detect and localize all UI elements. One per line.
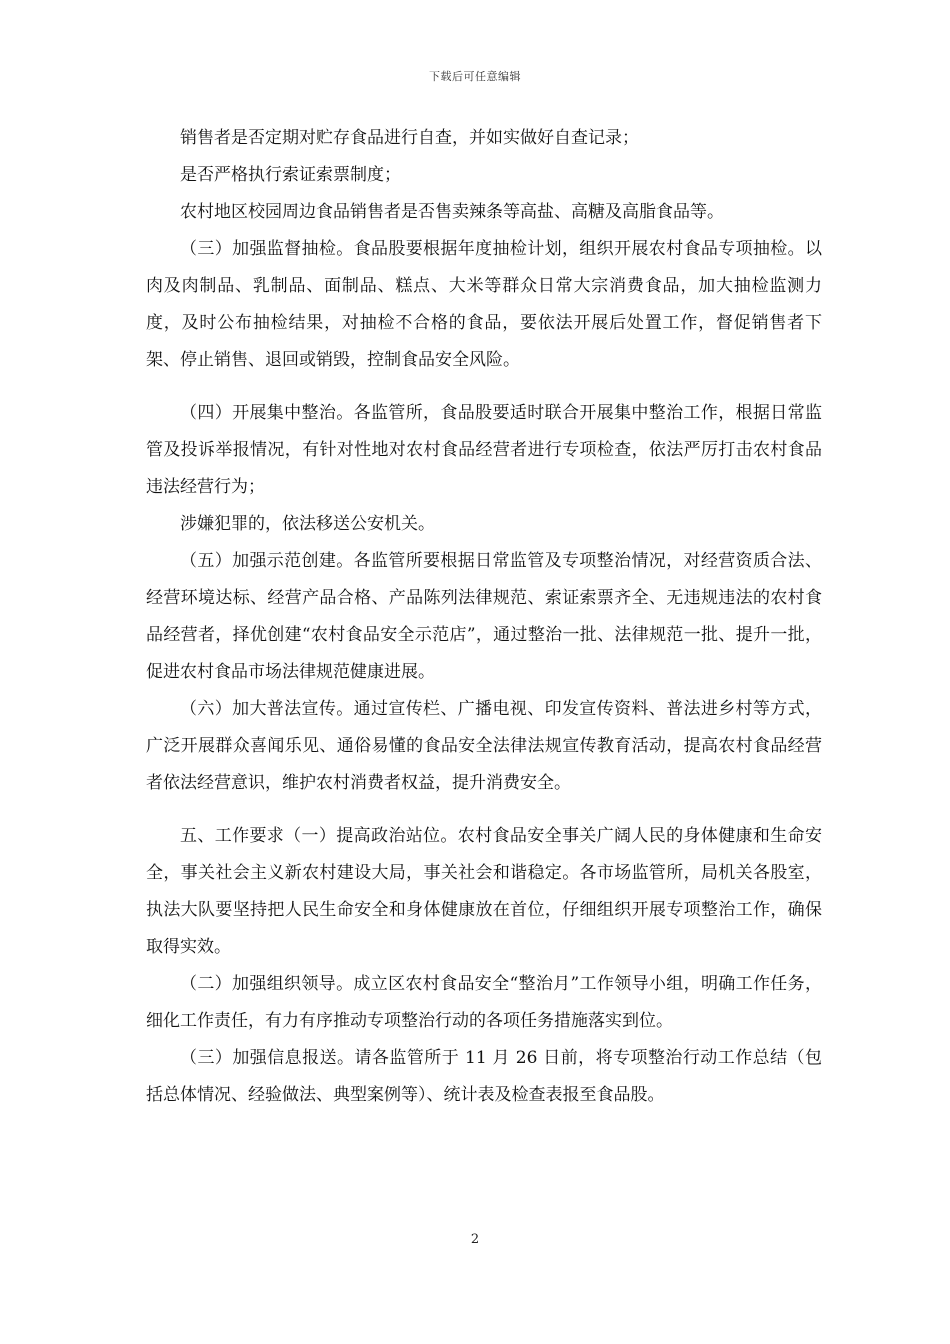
paragraph-demonstration: （五）加强示范创建。各监管所要根据日常监管及专项整治情况，对经营资质合法、经营环境达标、经营产品合格、产品陈列法律规范、索证索票齐全、无违规违法的农村食品经营者，择优创建“农村食品安全示范店”，通过整治一批、法律规范一批、提升一批，促进农村食品市场法律规范健康进展。	[146, 551, 822, 682]
page-header: 下载后可任意编辑	[429, 70, 521, 83]
paragraph-self-check: 销售者是否定期对贮存食品进行自查，并如实做好自查记录；	[180, 128, 639, 148]
paragraph-centralized-rectification: （四）开展集中整治。各监管所，食品股要适时联合开展集中整治工作，根据日常监管及投诉举报情况，有针对性地对农村食品经营者进行专项检查，依法严厉打击农村食品违法经营行为；	[146, 403, 822, 497]
paragraph-information-reporting: （三）加强信息报送。请各监管所于 11 月 26 日前，将专项整治行动工作总结（包括总体情况、经验做法、典型案例等）、统计表及检查表报至食品股。	[146, 1048, 822, 1105]
paragraph-criminal-transfer: 涉嫌犯罪的，依法移送公安机关。	[180, 514, 435, 534]
paragraph-certificate-system: 是否严格执行索证索票制度；	[180, 165, 401, 185]
paragraph-legal-publicity: （六）加大普法宣传。通过宣传栏、广播电视、印发宣传资料、普法进乡村等方式，广泛开展群众喜闻乐见、通俗易懂的食品安全法律法规宣传教育活动，提高农村食品经营者依法经营意识，维护农村消费者权益，提升消费安全。	[146, 699, 822, 793]
page-number: 2	[470, 1232, 480, 1247]
document-body	[146, 120, 822, 1114]
paragraph-campus-food: 农村地区校园周边食品销售者是否售卖辣条等高盐、高糖及高脂食品等。	[180, 202, 724, 222]
paragraph-work-requirements: 五、工作要求（一）提高政治站位。农村食品安全事关广阔人民的身体健康和生命安全，事关社会主义新农村建设大局，事关社会和谐稳定。各市场监管所，局机关各股室，执法大队要坚持把人民生命安全和身体健康放在首位，仔细组织开展专项整治工作，确保取得实效。	[146, 826, 822, 957]
paragraph-sampling-inspection: （三）加强监督抽检。食品股要根据年度抽检计划，组织开展农村食品专项抽检。以肉及肉制品、乳制品、面制品、糕点、大米等群众日常大宗消费食品，加大抽检监测力度，及时公布抽检结果，对抽检不合格的食品，要依法开展后处置工作，督促销售者下架、停止销售、退回或销毁，控制食品安全风险。	[146, 239, 822, 370]
paragraph-organization-leadership: （二）加强组织领导。成立区农村食品安全“整治月”工作领导小组，明确工作任务，细化工作责任，有力有序推动专项整治行动的各项任务措施落实到位。	[146, 974, 822, 1031]
